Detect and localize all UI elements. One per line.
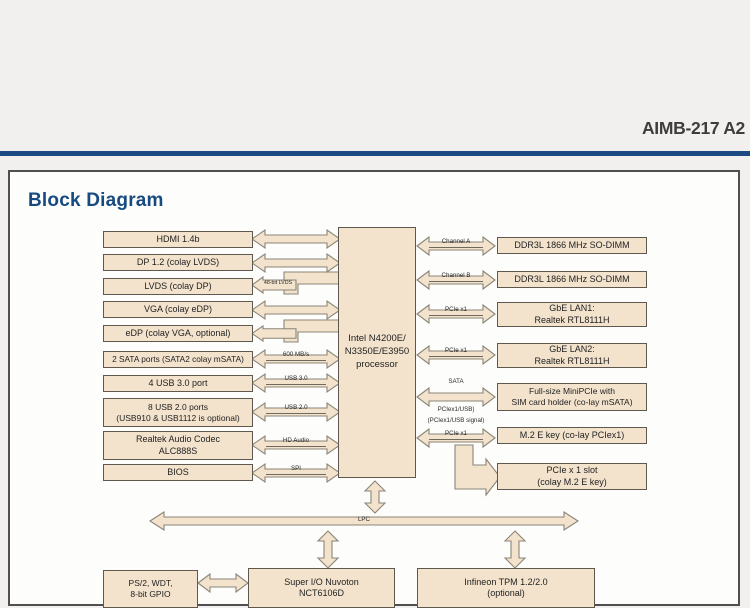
box-bios-label: BIOS xyxy=(167,466,189,477)
box-superio xyxy=(248,568,395,608)
box-usb2-line2: (USB910 & USB1112 is optional) xyxy=(116,412,240,423)
page-title: Block Diagram xyxy=(28,190,164,211)
box-sodimm-2 xyxy=(497,271,647,288)
box-pcie-slot-line2: (colay M.2 E key) xyxy=(537,476,607,487)
hdmi-bus-arrow xyxy=(252,229,340,249)
minipcie-bus-arrow xyxy=(417,387,495,407)
pcie-lan1-label: PCIe x1 xyxy=(429,307,483,316)
spi-bus-label: SPI xyxy=(266,466,326,475)
box-usb2 xyxy=(103,398,253,427)
m2-bus-label: PCIe x1 xyxy=(429,431,483,440)
box-ps2-wdt-gpio xyxy=(103,570,198,608)
ps2-superio-arrow xyxy=(198,573,248,593)
box-tpm-line1: Infineon TPM 1.2/2.0 xyxy=(464,576,548,587)
box-hdmi xyxy=(103,231,253,248)
box-minipcie-line1: Full-size MiniPCIe with xyxy=(529,386,615,397)
box-usb3 xyxy=(103,375,253,392)
edp-bus-arrow xyxy=(252,325,296,342)
vga-bus-arrow xyxy=(252,300,340,320)
processor-line3: processor xyxy=(356,358,398,370)
processor-box xyxy=(338,227,416,478)
m2-signal-label: (PCIex1/USB signal) xyxy=(427,417,485,424)
usb2-bus-label: USB 2.0 xyxy=(266,405,326,414)
box-tpm-line2: (optional) xyxy=(487,588,525,598)
tpm-lpc-arrow xyxy=(503,531,527,568)
processor-line2: N3350E/E3950 xyxy=(344,346,410,358)
pcie-lan2-label: PCIe x1 xyxy=(429,348,483,357)
box-lvds-label: LVDS (colay DP) xyxy=(144,280,212,291)
box-audio-line1: Realtek Audio Codec xyxy=(135,434,221,445)
box-minipcie xyxy=(497,383,647,411)
box-minipcie-line2: SIM card holder (co-lay mSATA) xyxy=(511,397,633,407)
box-pcie-slot-line1: PCIe x 1 slot xyxy=(546,465,598,476)
box-lvds xyxy=(103,278,253,295)
box-bios xyxy=(103,464,253,481)
box-gbe-lan2-line2: Realtek RTL8111H xyxy=(534,355,610,366)
box-sata-ports xyxy=(103,351,253,368)
box-m2-ekey-label: M.2 E key (co-lay PCIex1) xyxy=(519,429,625,440)
box-usb3-label: 4 USB 3.0 port xyxy=(148,377,208,388)
box-edp xyxy=(103,325,253,342)
box-edp-label: eDP (colay VGA, optional) xyxy=(125,327,231,338)
box-sata-ports-label: 2 SATA ports (SATA2 colay mSATA) xyxy=(112,354,244,365)
box-gbe-lan2 xyxy=(497,343,647,368)
hd-audio-bus-label: HD Audio xyxy=(266,438,326,447)
superio-lpc-arrow xyxy=(316,531,340,568)
lpc-bus-label: LPC xyxy=(357,516,371,523)
box-dp-label: DP 1.2 (colay LVDS) xyxy=(136,256,220,267)
box-gbe-lan2-line1: GbE LAN2: xyxy=(549,344,595,355)
box-vga xyxy=(103,301,253,318)
lvds-converter-label: 48-bit LVDS xyxy=(263,280,293,286)
box-vga-label: VGA (colay eDP) xyxy=(143,303,213,314)
box-superio-line2: NCT6106D xyxy=(298,588,345,598)
channel-a-label: Channel A xyxy=(429,239,483,248)
box-tpm xyxy=(417,568,595,608)
pcie-slot-elbow-arrow xyxy=(450,445,500,495)
page-header-model: AIMB-217 A2 xyxy=(641,118,745,138)
box-m2-ekey xyxy=(497,427,647,444)
box-usb2-line1: 8 USB 2.0 ports xyxy=(147,401,208,412)
usb3-bus-label: USB 3.0 xyxy=(266,376,326,385)
processor-line1: Intel N4200E/ xyxy=(348,333,406,345)
box-pcie-slot xyxy=(497,463,647,490)
box-sodimm-1 xyxy=(497,237,647,254)
sata-speed-label: 600 MB/s xyxy=(266,352,326,361)
box-audio-line2: ALC888S xyxy=(158,445,198,456)
minipcie-sata-label: SATA xyxy=(448,378,464,385)
processor-lpc-arrow xyxy=(363,481,387,513)
box-ps2-line2: 8-bit GPIO xyxy=(130,589,171,599)
box-sodimm-1-label: DDR3L 1866 MHz SO-DIMM xyxy=(514,239,630,250)
box-gbe-lan1-line1: GbE LAN1: xyxy=(549,303,595,314)
box-hdmi-label: HDMI 1.4b xyxy=(156,233,200,244)
box-gbe-lan1 xyxy=(497,302,647,327)
box-sodimm-2-label: DDR3L 1866 MHz SO-DIMM xyxy=(514,273,630,284)
box-ps2-line1: PS/2, WDT, xyxy=(128,578,173,589)
dp-bus-arrow xyxy=(252,253,340,273)
header-divider-rule xyxy=(0,151,750,156)
box-gbe-lan1-line2: Realtek RTL8111H xyxy=(534,314,610,325)
channel-b-label: Channel B xyxy=(429,273,483,282)
box-dp xyxy=(103,254,253,271)
minipcie-pciex1-usb-label: PCIex1/USB) xyxy=(437,406,475,413)
box-superio-line1: Super I/O Nuvoton xyxy=(284,576,359,587)
box-audio-codec xyxy=(103,431,253,460)
